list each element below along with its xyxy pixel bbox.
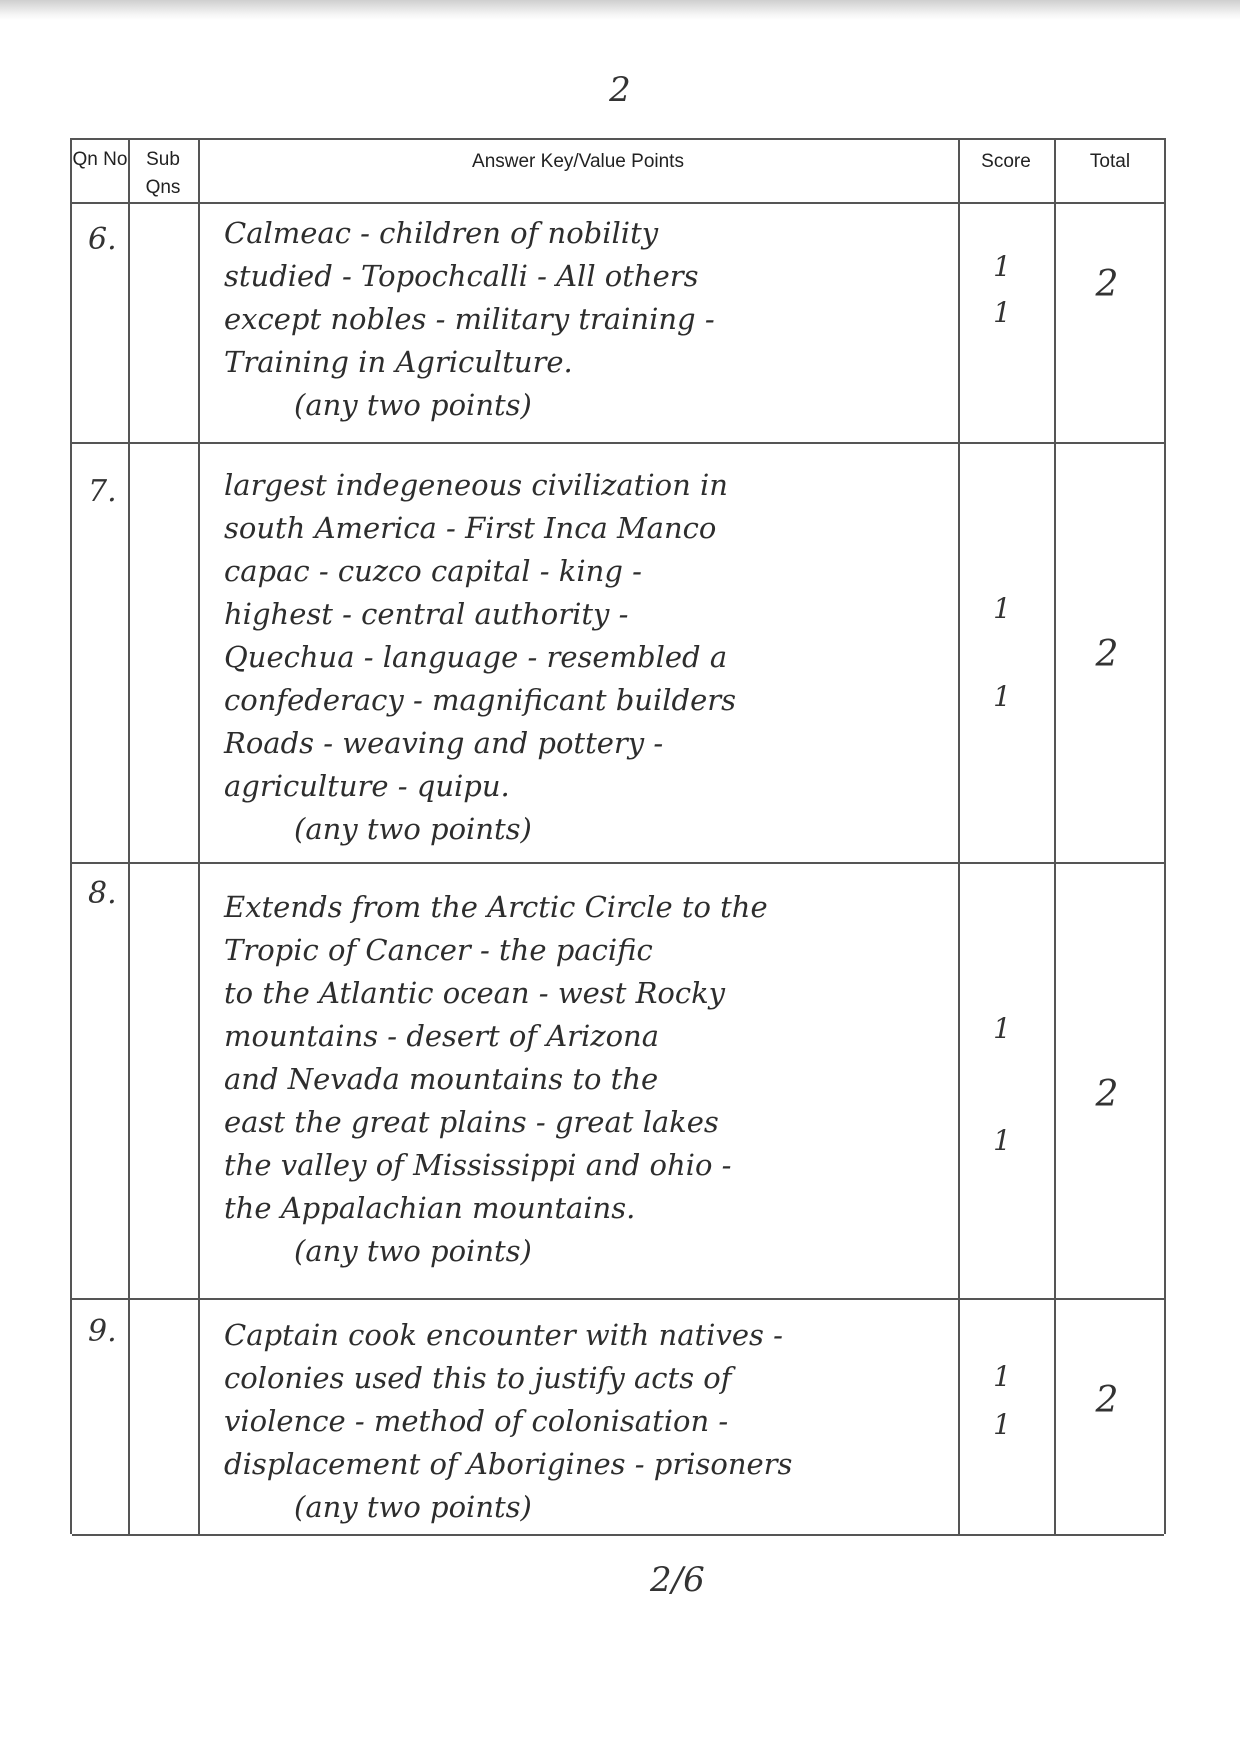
score-value: 1	[993, 1408, 1011, 1441]
header-total: Total	[1089, 151, 1131, 172]
table-row	[72, 1300, 1164, 1536]
header-sub-qns: Sub Qns	[145, 149, 181, 198]
page-number: 2	[609, 70, 631, 110]
answer-line: colonies used this to justify acts of	[224, 1361, 732, 1395]
score-value: 1	[993, 1124, 1011, 1157]
table-row	[72, 444, 1164, 864]
table-header	[72, 140, 1164, 204]
answer-line: Training in Agriculture.	[224, 345, 573, 379]
answer-text	[224, 212, 1024, 427]
answer-line: confederacy - magnificant builders	[224, 683, 737, 717]
answer-line: Roads - weaving and pottery -	[224, 726, 664, 760]
answer-text	[224, 464, 1024, 851]
table-row	[72, 864, 1164, 1300]
total-value: 2	[1095, 1074, 1119, 1115]
answer-line: to the Atlantic ocean - west Rocky	[224, 976, 726, 1010]
score-value: 1	[993, 1012, 1011, 1045]
table-row	[72, 204, 1164, 444]
score-value: 1	[993, 296, 1011, 329]
answer-key-table	[70, 138, 1166, 1534]
score-value: 1	[993, 592, 1011, 625]
score-value: 1	[993, 680, 1011, 713]
answer-line: capac - cuzco capital - king -	[224, 554, 642, 588]
answer-line: Captain cook encounter with natives -	[224, 1318, 783, 1352]
scan-edge-shadow	[0, 0, 1240, 20]
footer-page-count: 2/6	[650, 1560, 705, 1600]
total-value: 2	[1095, 1380, 1119, 1421]
answer-line: except nobles - military training -	[224, 302, 715, 336]
answer-line: and Nevada mountains to the	[224, 1062, 659, 1096]
question-number: 6.	[88, 222, 117, 257]
answer-line: agriculture - quipu.	[224, 769, 510, 803]
answer-line: highest - central authority -	[224, 597, 629, 631]
answer-line: violence - method of colonisation -	[224, 1404, 729, 1438]
answer-note: (any two points)	[294, 1490, 532, 1524]
answer-line: Extends from the Arctic Circle to the	[224, 890, 768, 924]
answer-line: Calmeac - children of nobility	[224, 216, 659, 250]
total-value: 2	[1095, 634, 1119, 675]
answer-line: mountains - desert of Arizona	[224, 1019, 660, 1053]
answer-line: Tropic of Cancer - the pacific	[224, 933, 653, 967]
score-value: 1	[993, 250, 1011, 283]
question-number: 9.	[88, 1314, 117, 1349]
answer-note: (any two points)	[294, 812, 532, 846]
answer-note: (any two points)	[294, 1234, 532, 1268]
header-qn-no: Qn No	[72, 149, 128, 170]
total-value: 2	[1095, 264, 1119, 305]
answer-line: the valley of Mississippi and ohio -	[224, 1148, 732, 1182]
answer-line: the Appalachian mountains.	[224, 1191, 636, 1225]
answer-note: (any two points)	[294, 388, 532, 422]
question-number: 8.	[88, 876, 117, 911]
header-score: Score	[981, 151, 1031, 172]
answer-text	[224, 1314, 1024, 1529]
answer-line: displacement of Aborigines - prisoners	[224, 1447, 793, 1481]
answer-line: largest indegeneous civilization in	[224, 468, 728, 502]
answer-text	[224, 886, 1024, 1273]
answer-line: east the great plains - great lakes	[224, 1105, 719, 1139]
answer-line: Quechua - language - resembled a	[224, 640, 728, 674]
answer-line: south America - First Inca Manco	[224, 511, 717, 545]
header-answer-key: Answer Key/Value Points	[472, 151, 684, 172]
answer-line: studied - Topochcalli - All others	[224, 259, 699, 293]
score-value: 1	[993, 1360, 1011, 1393]
question-number: 7.	[88, 474, 117, 509]
